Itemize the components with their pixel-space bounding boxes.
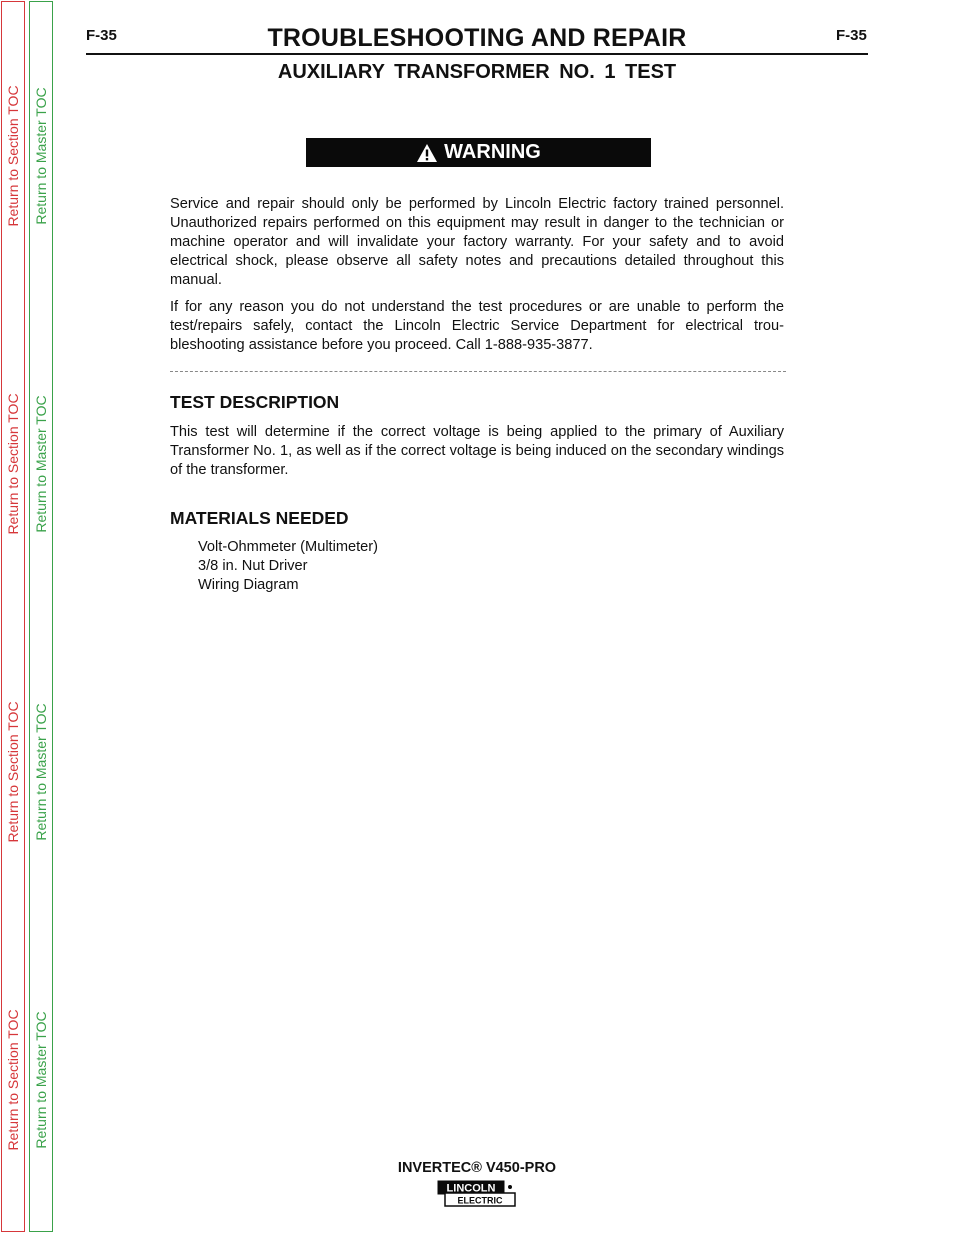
page-title: TROUBLESHOOTING AND REPAIR: [267, 24, 687, 52]
svg-text:ELECTRIC: ELECTRIC: [457, 1195, 503, 1206]
warning-triangle-icon: [416, 143, 438, 163]
return-to-master-toc-link[interactable]: Return to Master TOC: [33, 87, 49, 225]
section-divider: [170, 371, 786, 372]
materials-list: [198, 538, 378, 595]
list-item: 3/8 in. Nut Driver: [198, 558, 308, 574]
list-item: Volt-Ohmmeter (Multimeter): [198, 539, 379, 555]
return-to-section-toc-link[interactable]: Return to Section TOC: [5, 85, 21, 227]
warning-banner: [306, 138, 651, 167]
warning-paragraph: Service and repair should only be performed by Lincoln Electric factory trained personnel. Unauthorized repairs performed on this equipment may result in danger to the technician or machine operator and will invalidate your factory warranty. For your safety and to avoid electrical shock, please observe all safety notes and precautions detailed throughout this manual.: [170, 196, 784, 288]
page-number-right: F-35: [836, 27, 867, 44]
return-to-section-toc-link[interactable]: Return to Section TOC: [5, 1009, 21, 1151]
materials-heading: MATERIALS NEEDED: [170, 508, 349, 528]
warning-paragraph: If for any reason you do not understand the test procedures or are unable to perform the test/repairs safely, contact the Lincoln Electric Service Department for electrical trou-bleshooting assistance before you proceed. Call 1-888-935-3877.: [170, 299, 784, 353]
warning-label: WARNING: [444, 141, 541, 163]
test-description-text: This test will determine if the correct voltage is being applied to the primary of Auxiliary Transformer No. 1, as well as if the correct voltage is being induced on the secondary windings of the transformer.: [170, 424, 784, 478]
svg-text:LINCOLN: LINCOLN: [446, 1182, 496, 1195]
return-to-master-toc-link[interactable]: Return to Master TOC: [33, 703, 49, 841]
page-number-left: F-35: [86, 27, 117, 44]
product-model: INVERTEC® V450-PRO: [397, 1160, 557, 1176]
return-to-master-toc-link[interactable]: Return to Master TOC: [33, 1011, 49, 1149]
return-to-section-toc-link[interactable]: Return to Section TOC: [5, 701, 21, 843]
lincoln-electric-logo: [437, 1180, 517, 1208]
return-to-master-toc-link[interactable]: Return to Master TOC: [33, 395, 49, 533]
test-description-heading: TEST DESCRIPTION: [170, 392, 340, 412]
master-toc-strip: [29, 1, 53, 1232]
return-to-section-toc-link[interactable]: Return to Section TOC: [5, 393, 21, 535]
header-divider: [86, 53, 868, 55]
list-item: Wiring Diagram: [198, 577, 299, 593]
page-subtitle: AUXILIARY TRANSFORMER NO. 1 TEST: [277, 61, 677, 83]
section-toc-strip: [1, 1, 25, 1232]
